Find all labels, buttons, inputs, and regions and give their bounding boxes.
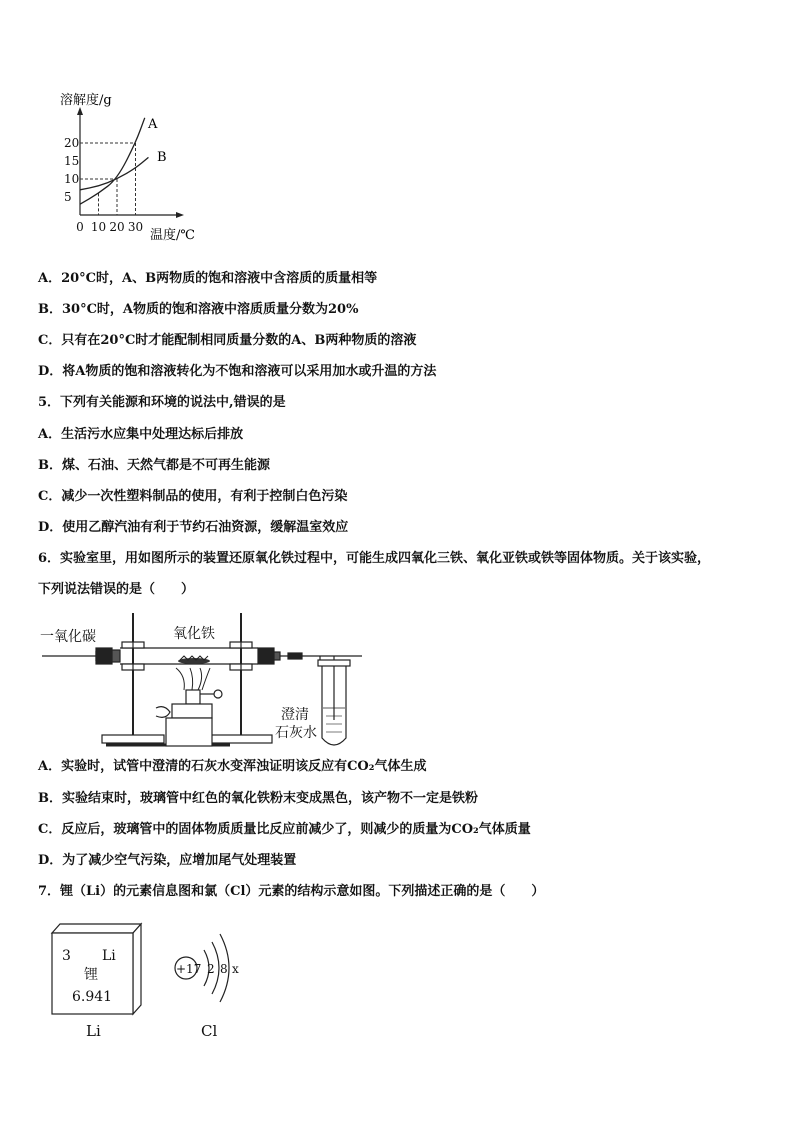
q4-option-a: A．20°C时，A、B两物质的饱和溶液中含溶质的质量相等 xyxy=(38,271,378,286)
q5-option-b: B．煤、石油、天然气都是不可再生能源 xyxy=(38,458,270,473)
q6-option-d: D．为了减少空气污染，应增加尾气处理装置 xyxy=(38,853,297,868)
cl-shell-3: x xyxy=(232,962,239,976)
limewater-label-1: 澄清 xyxy=(281,707,309,723)
cl-nucleus: +17 xyxy=(176,962,202,976)
y-tick-label: 10 xyxy=(64,172,80,186)
li-name: 锂 xyxy=(84,967,98,983)
q6-option-c: C．反应后，玻璃管中的固体物质质量比反应前减少了，则减少的质量为CO₂气体质量 xyxy=(38,822,531,837)
cl-shell-1: 2 xyxy=(207,962,215,976)
gas-label: 一氧化碳 xyxy=(40,629,96,645)
x-tick-label: 20 xyxy=(109,220,125,234)
li-atomic-mass: 6.941 xyxy=(72,989,113,1005)
y-tick-label: 15 xyxy=(64,154,80,168)
li-atomic-number: 3 xyxy=(62,948,71,964)
y-tick-label: 5 xyxy=(64,190,72,204)
q4-option-c: C．只有在20°C时才能配制相同质量分数的A、B两种物质的溶液 xyxy=(38,333,417,348)
chart-ylabel: 溶解度/g xyxy=(60,93,112,108)
iron-oxide-label: 氧化铁 xyxy=(173,626,215,642)
q6-stem-line2: 下列说法错误的是（ ） xyxy=(38,582,195,597)
chart-series-label-a: A xyxy=(148,117,158,132)
x-tick-label: 10 xyxy=(90,220,107,234)
q5-option-c: C．减少一次性塑料制品的使用，有利于控制白色污染 xyxy=(38,489,348,504)
cl-caption: Cl xyxy=(201,1022,218,1040)
q6-option-b: B．实验结束时，玻璃管中红色的氧化铁粉末变成黑色，该产物不一定是铁粉 xyxy=(38,791,478,806)
q6-option-a: A．实验时，试管中澄清的石灰水变浑浊证明该反应有CO₂气体生成 xyxy=(38,759,427,774)
q6-stem-line1: 6．实验室里，用如图所示的装置还原氧化铁过程中，可能生成四氧化三铁、氧化亚铁或铁等固体物质。关于该实验， xyxy=(38,551,711,566)
li-caption: Li xyxy=(86,1022,101,1040)
q5-stem: 5．下列有关能源和环境的说法中,错误的是 xyxy=(38,395,286,410)
y-tick-label: 20 xyxy=(64,136,80,150)
q7-stem: 7．锂（Li）的元素信息图和氯（Cl）元素的结构示意如图。下列描述正确的是（ ） xyxy=(38,884,545,899)
limewater-label-2: 石灰水 xyxy=(275,725,317,741)
q4-option-b: B．30°C时，A物质的饱和溶液中溶质质量分数为20% xyxy=(38,302,359,317)
cl-shell-2: 8 xyxy=(220,962,228,976)
q5-option-d: D．使用乙醇汽油有利于节约石油资源，缓解温室效应 xyxy=(38,520,349,535)
chart-xlabel: 温度/℃ xyxy=(150,228,195,243)
x-tick-label: 0 xyxy=(76,220,84,234)
li-symbol: Li xyxy=(102,948,116,964)
q5-option-a: A．生活污水应集中处理达标后排放 xyxy=(38,427,244,442)
q4-option-d: D．将A物质的饱和溶液转化为不饱和溶液可以采用加水或升温的方法 xyxy=(38,364,437,379)
chart-series-label-b: B xyxy=(157,150,167,165)
x-tick-label: 30 xyxy=(127,220,144,234)
